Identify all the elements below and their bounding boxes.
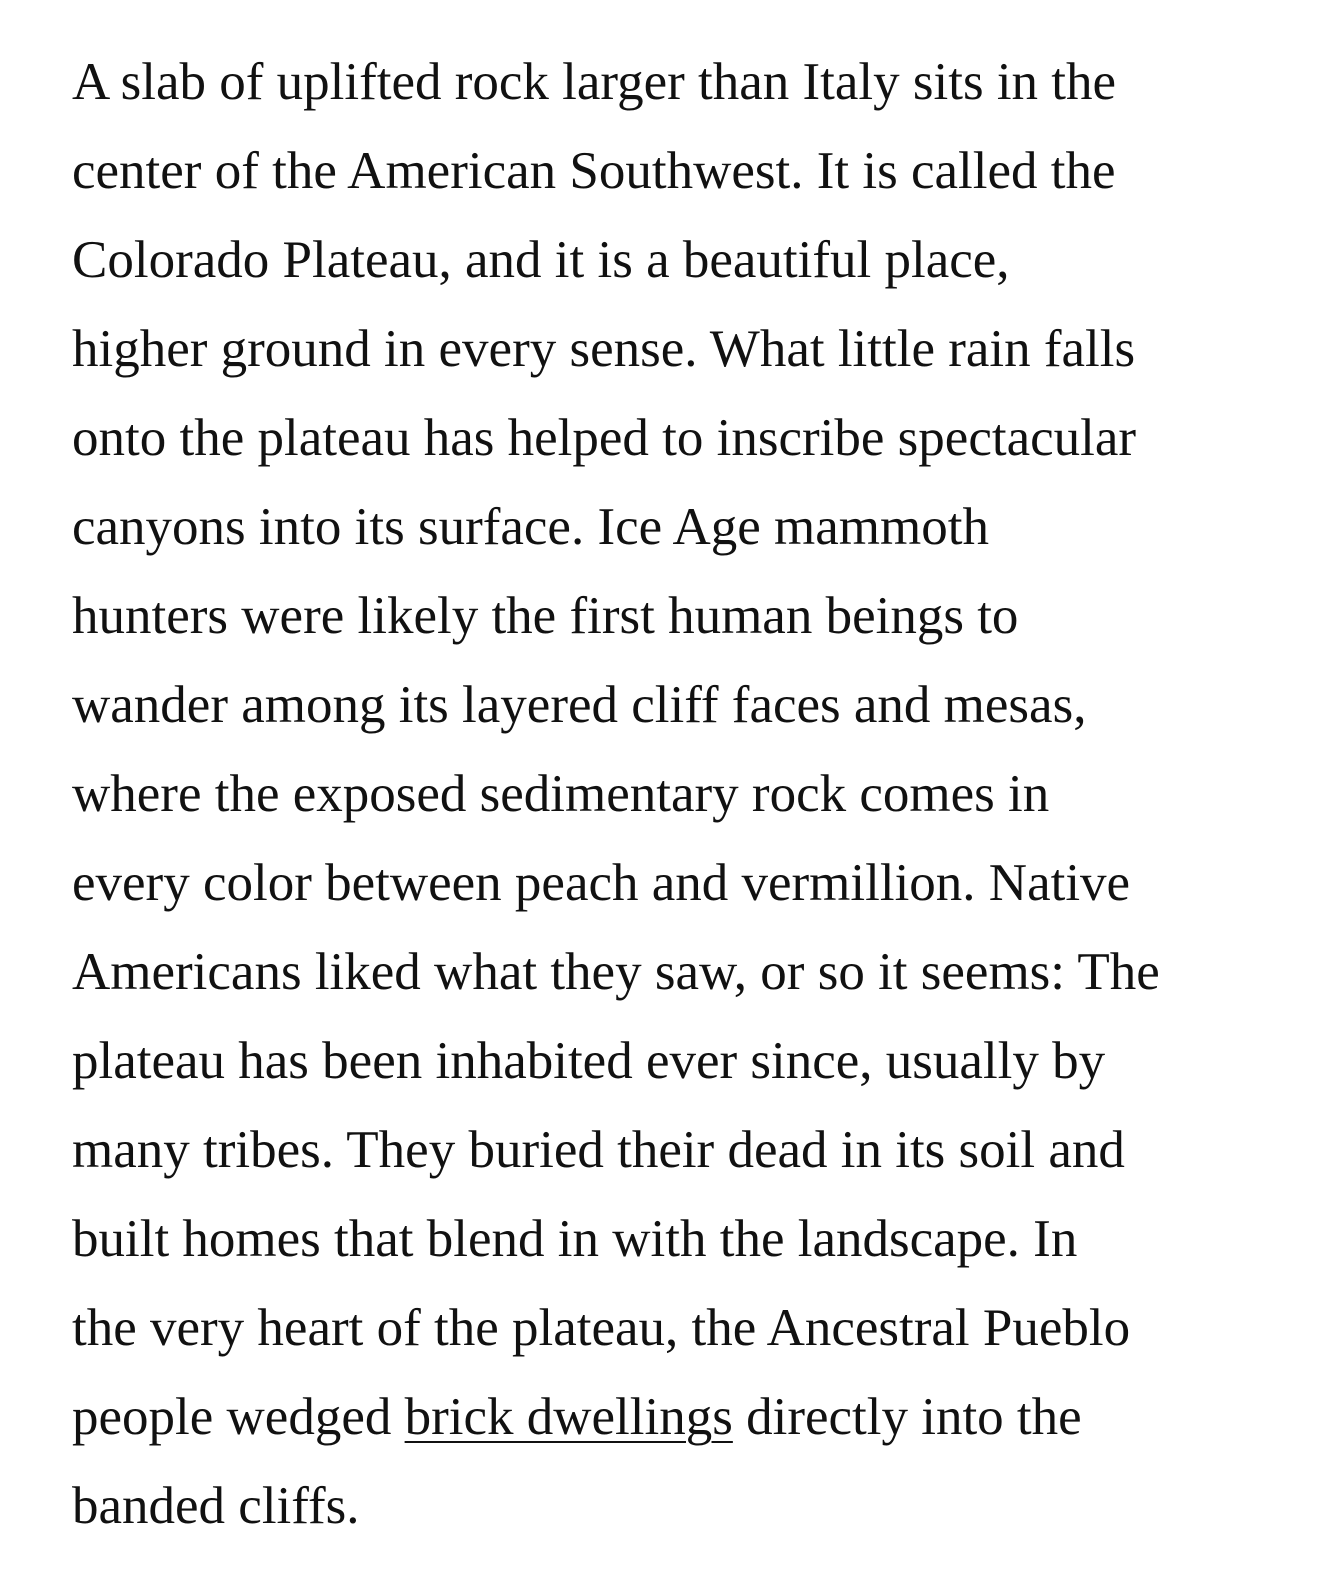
paragraph-line: plateau has been inhabited ever since, usually by (72, 1032, 1106, 1090)
paragraph-line: wander among its layered cliff faces and mesas, (72, 676, 1087, 734)
paragraph-line: the very heart of the plateau, the Ancestral Pueblo (72, 1299, 1131, 1357)
paragraph-line: canyons into its surface. Ice Age mammoth (72, 498, 989, 556)
paragraph-line: center of the American Southwest. It is called the (72, 142, 1116, 200)
paragraph-line: many tribes. They buried their dead in its soil and (72, 1121, 1125, 1179)
paragraph-line: Colorado Plateau, and it is a beautiful place, (72, 231, 1010, 289)
paragraph-line-with-link (72, 1373, 1272, 1462)
brick-dwellings-link[interactable]: brick dwellings (404, 1388, 733, 1446)
paragraph-line: every color between peach and vermillion. Native (72, 854, 1131, 912)
link-preceding-text: people wedged (72, 1388, 405, 1446)
article-paragraph (72, 38, 1272, 1551)
paragraph-line: built homes that blend in with the landscape. In (72, 1210, 1078, 1268)
paragraph-line: hunters were likely the first human beings to (72, 587, 1019, 645)
link-following-text: directly into the (732, 1388, 1082, 1446)
paragraph-line: A slab of uplifted rock larger than Italy sits in the (72, 53, 1117, 111)
paragraph-line: onto the plateau has helped to inscribe spectacular (72, 409, 1137, 467)
paragraph-final-line: banded cliffs. (72, 1477, 360, 1535)
paragraph-line: higher ground in every sense. What little rain falls (72, 320, 1136, 378)
paragraph-line: where the exposed sedimentary rock comes in (72, 765, 1050, 823)
paragraph-line: Americans liked what they saw, or so it seems: The (72, 943, 1160, 1001)
